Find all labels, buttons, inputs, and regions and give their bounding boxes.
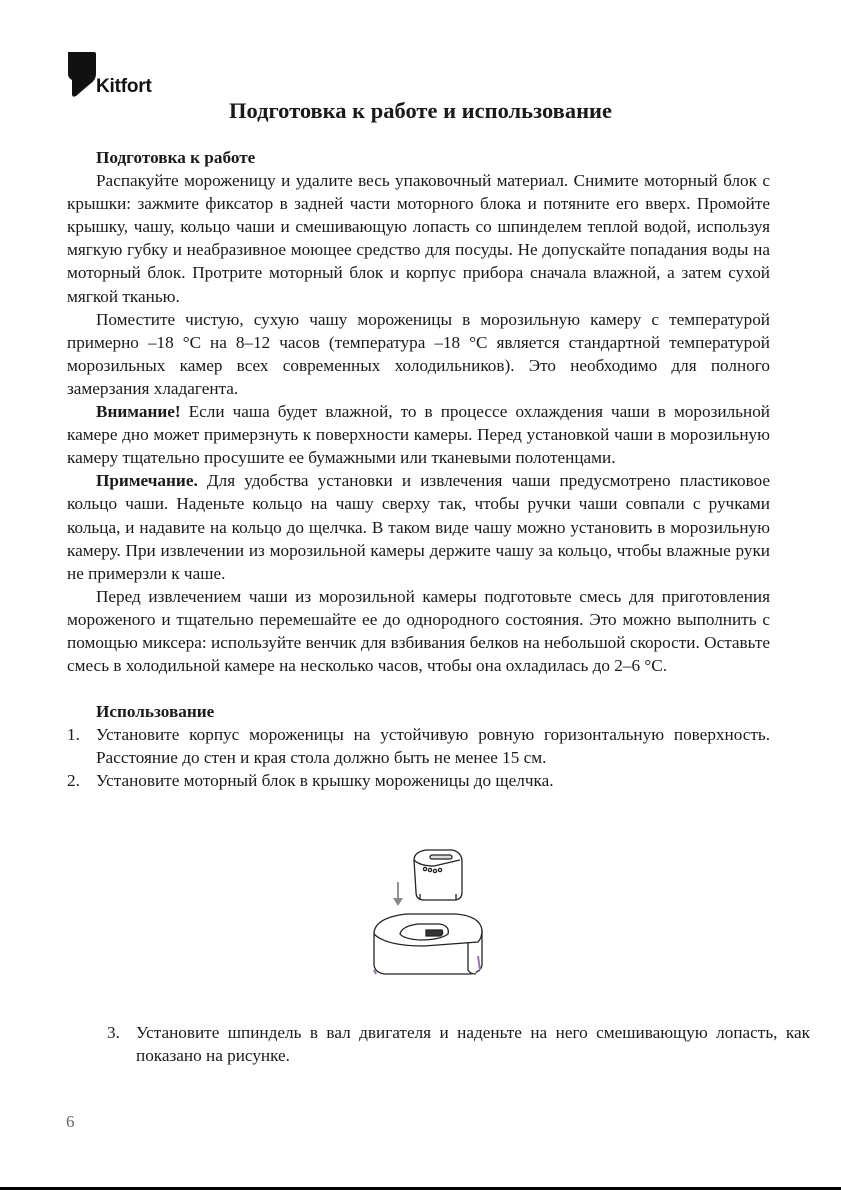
motor-block-illustration: [360, 838, 490, 978]
usage-steps: [67, 723, 770, 792]
attention-label: Внимание!: [96, 402, 181, 422]
usage-heading: Использование: [96, 702, 215, 722]
prep-paragraph-3: Перед извлечением чаши из морозильной камеры подготовьте смесь для приготовления мороженого и тщательно перемешайте ее до однородного состояния. Это можно выполнить с помощью миксера: используйте венчик для взбивания белков на небольшой скорости. Оставьте смесь в холодильной камере на несколько часов, чтобы она охладилась до 2–6 °C.: [67, 586, 770, 676]
brand-name: Kitfort: [96, 76, 152, 97]
list-item: 2. Установите моторный блок в крышку мороженицы до щелчка.: [67, 771, 554, 791]
usage-steps-continued: [67, 1021, 810, 1067]
note-text: Для удобства установки и извлечения чаши предусмотрено пластиковое кольцо чаши. Наденьте кольцо на чашу сверху так, чтобы ручки чаши совпали с ручками кольца, и надавите на кольцо до щелчка. В таком виде чашу можно установить в морозильную камеру. При извлечении из морозильной камеры держите чашу за кольцо, чтобы влажные руки не примерзли к чаше.: [67, 471, 770, 583]
down-arrow-icon: [393, 882, 403, 906]
prep-paragraph-1: Распакуйте мороженицу и удалите весь упаковочный материал. Снимите моторный блок с крышки: зажмите фиксатор в задней части моторного блока и потяните его вверх. Промойте крышку, чашу, кольцо чаши и смешивающую лопасть со шпинделем теплой водой, используя мягкую губку и неабразивное моющее средство для посуды. Не допускайте попадания воды на моторный блок. Протрите моторный блок и корпус прибора сначала влажной, а затем сухой мягкой тканью.: [67, 171, 770, 306]
attention-text: Если чаша будет влажной, то в процессе охлаждения чаши в морозильной камере дно может примерзнуть к поверхности камеры. Перед установкой чаши в морозильную камеру тщательно просушите ее бумажными или тканевыми полотенцами.: [67, 402, 770, 468]
attention-paragraph: [67, 400, 770, 469]
note-paragraph: [67, 469, 770, 584]
prep-heading: Подготовка к работе: [96, 148, 256, 167]
list-item: 3. Установите шпиндель в вал двигателя и наденьте на него смешивающую лопасть, как показано на рисунке.: [107, 1023, 810, 1066]
page-title: Подготовка к работе и использование: [228, 98, 612, 123]
list-item: 1. Установите корпус мороженицы на устойчивую ровную горизонтальную поверхность. Расстояние до стен и края стола должно быть не менее 15 см.: [67, 725, 770, 768]
motor-block-drawing: [414, 850, 462, 900]
lid-drawing: [374, 914, 482, 974]
main-content: [67, 146, 770, 793]
page-number: 6: [66, 1112, 75, 1131]
prep-paragraph-2: Поместите чистую, сухую чашу мороженицы в морозильную камеру с температурой примерно –18 °C на 8–12 часов (температура –18 °C является стандартной температурой морозильных камер всех современных холодильников). Это необходимо для полного замерзания хладагента.: [67, 309, 770, 398]
note-label: Примечание.: [96, 471, 198, 491]
